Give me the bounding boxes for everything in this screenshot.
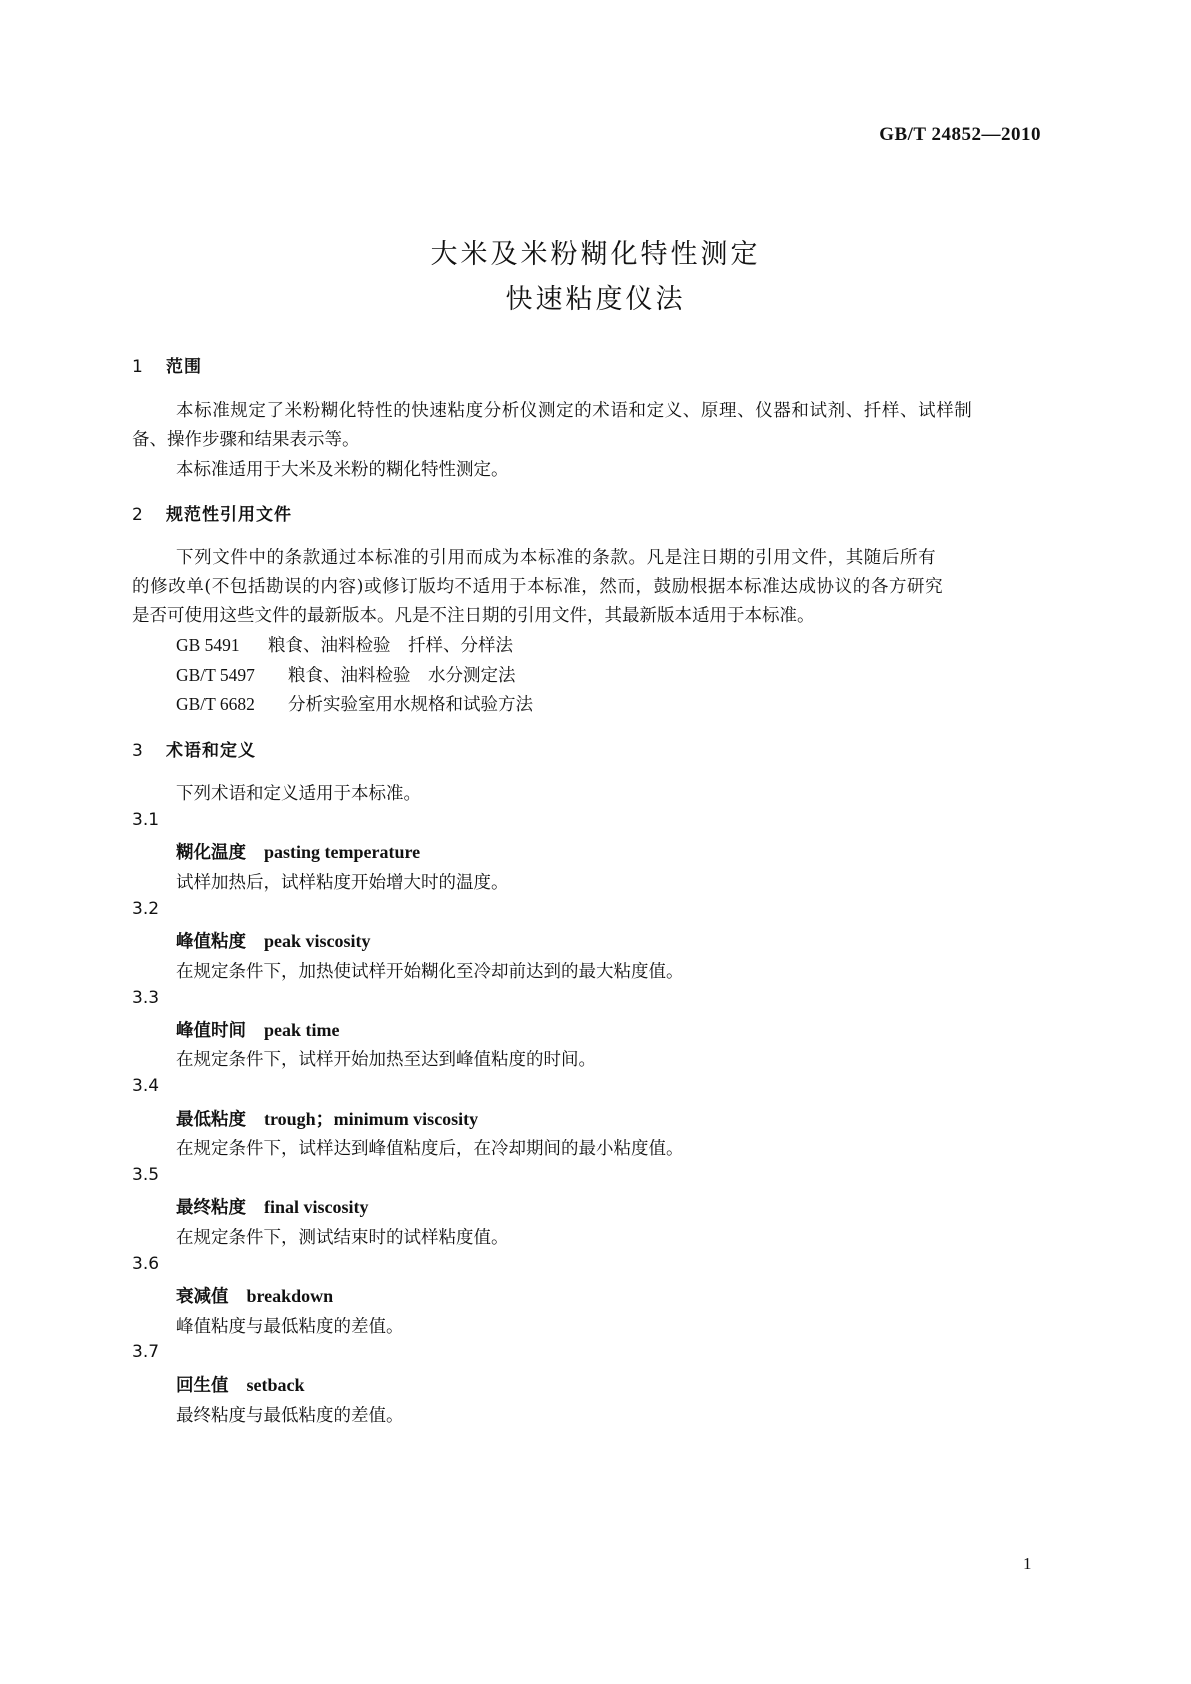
term-entry xyxy=(176,1194,369,1219)
paragraph: 下列术语和定义适用于本标准。 xyxy=(176,784,421,804)
term-definition: 在规定条件下，试样开始加热至达到峰值粘度的时间。 xyxy=(176,1050,596,1070)
paragraph: 的修改单(不包括勘误的内容)或修订版均不适用于本标准，然而，鼓励根据本标准达成协议的各方研究 xyxy=(132,577,944,597)
clause-number: 3.3 xyxy=(132,988,160,1008)
paragraph: 本标准规定了米粉糊化特性的快速粘度分析仪测定的术语和定义、原理、仪器和试剂、扦样、试样制 xyxy=(176,401,973,421)
term-entry xyxy=(176,839,420,864)
reference-code: GB/T 6682 xyxy=(176,694,255,714)
term-chinese: 峰值粘度 xyxy=(176,932,246,952)
clause-number: 3.5 xyxy=(132,1165,160,1185)
section-1-heading xyxy=(132,352,202,377)
section-title: 术语和定义 xyxy=(166,741,256,761)
reference-code: GB/T 5497 xyxy=(176,665,255,685)
term-english: peak time xyxy=(264,1020,340,1040)
term-english: final viscosity xyxy=(264,1197,369,1217)
reference-title: 粮食、油料检验 水分测定法 xyxy=(288,666,516,686)
reference-title: 分析实验室用水规格和试验方法 xyxy=(288,695,533,715)
term-english: setback xyxy=(246,1375,305,1395)
term-english: pasting temperature xyxy=(264,842,421,862)
paragraph: 本标准适用于大米及米粉的糊化特性测定。 xyxy=(176,460,509,480)
term-definition: 在规定条件下，加热使试样开始糊化至冷却前达到的最大粘度值。 xyxy=(176,962,684,982)
paragraph: 下列文件中的条款通过本标准的引用而成为本标准的条款。凡是注日期的引用文件，其随后所有 xyxy=(176,548,937,568)
clause-number: 3.2 xyxy=(132,899,160,919)
term-entry xyxy=(176,1283,333,1308)
term-chinese: 最低粘度 xyxy=(176,1110,246,1130)
term-entry xyxy=(176,1017,340,1042)
section-3-heading xyxy=(132,736,256,761)
term-entry xyxy=(176,1372,305,1397)
term-entry xyxy=(176,1105,478,1131)
normative-reference xyxy=(176,662,516,687)
term-chinese: 衰减值 xyxy=(176,1287,229,1307)
clause-number: 3.1 xyxy=(132,810,160,830)
paragraph: 备、操作步骤和结果表示等。 xyxy=(132,430,360,450)
term-english: breakdown xyxy=(246,1286,334,1306)
term-chinese: 回生值 xyxy=(176,1376,229,1396)
section-2-heading xyxy=(132,500,292,525)
term-chinese: 糊化温度 xyxy=(176,843,246,863)
section-number: 2 xyxy=(132,505,143,525)
normative-reference xyxy=(176,632,513,657)
term-definition: 最终粘度与最低粘度的差值。 xyxy=(176,1406,404,1426)
term-definition: 在规定条件下，试样达到峰值粘度后，在冷却期间的最小粘度值。 xyxy=(176,1139,684,1159)
document-subtitle: 快速粘度仪法 xyxy=(505,284,686,315)
term-definition: 试样加热后，试样粘度开始增大时的温度。 xyxy=(176,873,509,893)
term-english: trough；minimum viscosity xyxy=(264,1109,479,1129)
normative-reference xyxy=(176,691,533,716)
reference-title: 粮食、油料检验 扦样、分样法 xyxy=(268,636,513,656)
clause-number: 3.6 xyxy=(132,1254,160,1274)
term-chinese: 峰值时间 xyxy=(176,1021,246,1041)
reference-code: GB 5491 xyxy=(176,635,240,655)
clause-number: 3.4 xyxy=(132,1076,160,1096)
standard-code: GB/T 24852—2010 xyxy=(879,124,1041,145)
document-title: 大米及米粉糊化特性测定 xyxy=(430,239,761,270)
term-definition: 峰值粘度与最低粘度的差值。 xyxy=(176,1317,404,1337)
term-entry xyxy=(176,928,371,953)
term-definition: 在规定条件下，测试结束时的试样粘度值。 xyxy=(176,1228,509,1248)
term-chinese: 最终粘度 xyxy=(176,1198,246,1218)
paragraph: 是否可使用这些文件的最新版本。凡是不注日期的引用文件，其最新版本适用于本标准。 xyxy=(132,606,815,626)
section-number: 3 xyxy=(132,741,143,761)
page-number: 1 xyxy=(1023,1554,1032,1573)
section-title: 范围 xyxy=(166,357,202,377)
section-number: 1 xyxy=(132,357,143,377)
clause-number: 3.7 xyxy=(132,1342,160,1362)
section-title: 规范性引用文件 xyxy=(166,505,292,525)
term-english: peak viscosity xyxy=(264,931,371,951)
